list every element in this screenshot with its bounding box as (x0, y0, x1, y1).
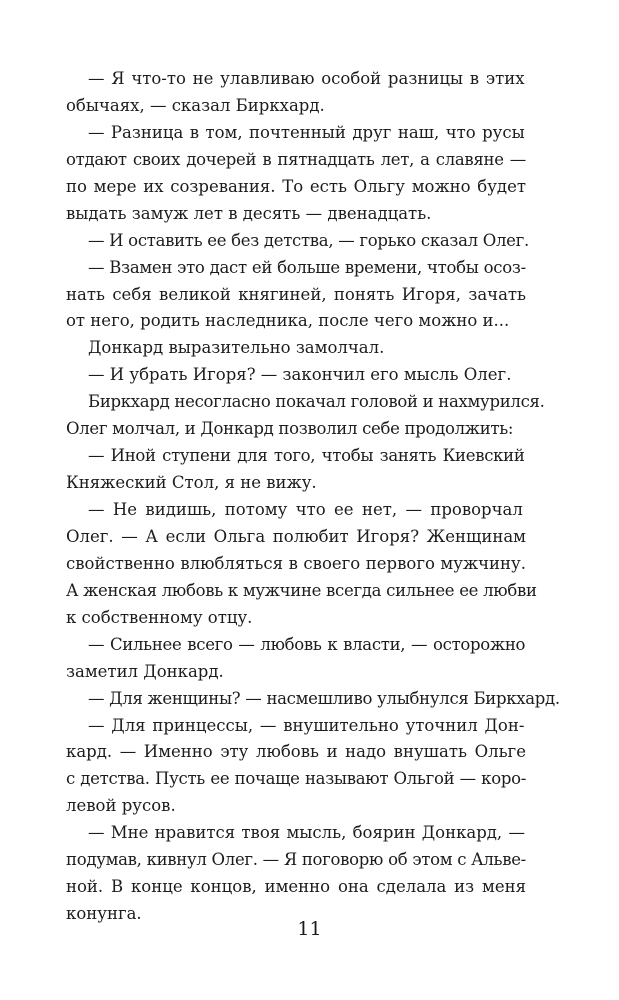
text-line: отдают своих дочерей в пятнадцать лет, а славяне — (66, 149, 527, 169)
text-line: — Для принцессы, — внушительно уточнил Дон- (88, 715, 525, 735)
text-line: выдать замуж лет в десять — двенадцать. (66, 203, 432, 223)
text-line: Олег молчал, и Донкард позволил себе продолжить: (66, 419, 514, 439)
text-line: кард. — Именно эту любовь и надо внушать Ольге (66, 742, 526, 762)
text-line: Княжеский Стол, я не вижу. (66, 473, 317, 493)
text-line: по мере их созревания. То есть Ольгу можно будет (66, 176, 526, 196)
text-line: к собственному отцу. (66, 607, 253, 627)
text-line: — И оставить ее без детства, — горько сказал Олег. (88, 230, 529, 250)
book-page-text (66, 66, 560, 928)
text-line: заметил Донкард. (66, 661, 224, 681)
text-line: — Для женщины? — насмешливо улыбнулся Биркхард. (88, 688, 560, 708)
text-line: — Мне нравится твоя мысль, боярин Донкард, — (88, 823, 525, 843)
text-line: конунга. (66, 904, 142, 924)
text-line: — Взамен это даст ей больше времени, чтобы осоз- (88, 257, 526, 277)
text-line: левой русов. (66, 796, 176, 816)
text-line: — Сильнее всего — любовь к власти, — осторожно (88, 634, 526, 654)
text-line: — Разница в том, почтенный друг наш, что русы (88, 122, 525, 142)
text-line: обычаях, — сказал Биркхард. (66, 95, 325, 115)
text-line: Донкард выразительно замолчал. (88, 338, 385, 358)
text-line: — Я что-то не улавливаю особой разницы в этих (88, 69, 525, 88)
text-line: Олег. — А если Ольга полюбит Игоря? Женщинам (66, 526, 526, 546)
text-line: подумав, кивнул Олег. — Я поговорю об этом с Альве- (66, 850, 526, 870)
text-line: от него, родить наследника, после чего можно и... (66, 311, 510, 331)
text-line: свойственно влюбляться в своего первого мужчину. (66, 553, 527, 573)
text-line: — Не видишь, потому что ее нет, — проворчал (88, 500, 523, 519)
text-line: — Иной ступени для того, чтобы занять Киевский (88, 446, 525, 466)
page-number: 11 (297, 918, 322, 940)
text-line: А женская любовь к мужчине всегда сильнее ее любви (66, 580, 537, 600)
text-line: нать себя великой княгиней, понять Игоря, зачать (66, 284, 527, 304)
text-line: Биркхард несогласно покачал головой и нахмурился. (88, 392, 545, 412)
text-line: ной. В конце концов, именно она сделала из меня (66, 877, 527, 897)
text-line: с детства. Пусть ее почаще называют Ольгой — коро- (66, 769, 527, 789)
text-line: — И убрать Игоря? — закончил его мысль Олег. (88, 365, 512, 385)
